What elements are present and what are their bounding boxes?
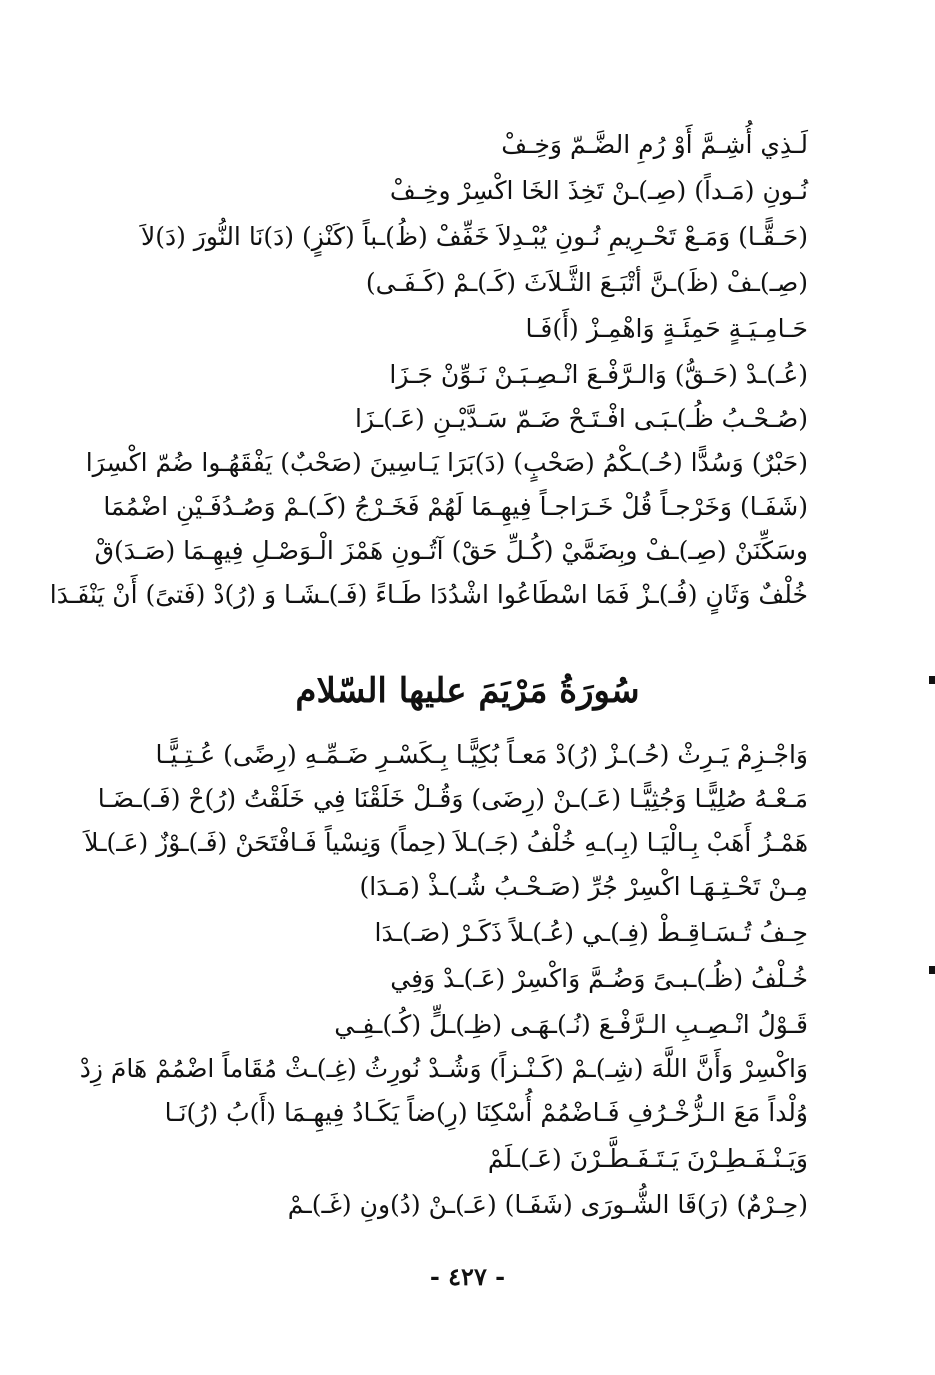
- verse-line: حِـفُ تُـسَـاقِـطْ (فِـ)ـي (عُـ)ـلاً ذَكَـرْ (صَـ)ـدَا: [374, 918, 808, 947]
- verse-line: (صُـحْـبُ ظُـ)ـبَـى افْـتَـحْ ضَـمّ سَـدَّيْـنِ (عَـ)ـزَا: [355, 404, 808, 433]
- verse-line: (صِـ)ـفْ (ظَ)ـنَّ أتْبَـعَ الثَّـلاَثَ (كَـ)ـمْ (كَـفَـى): [365, 268, 808, 297]
- surah-title: سُورَةُ مَرْيَمَ عليها السّلام: [295, 671, 640, 711]
- verse-line: وَاجْـزِمْ يَـرِثْ (حُـ)ـزْ (رُ)دْ مَعـاً بُكِيًّـا بِـكَسْـرِ ضَـمِّـهِ (رِضًى) عُـتِـيًّـا: [155, 740, 808, 769]
- page-number: - ٤٢٧ -: [429, 1262, 506, 1291]
- verse-line: لَـذِي أُشِـمَّ أَوْ رُمِ الضَّـمّ وَخِـفْ: [501, 130, 808, 159]
- margin-mark: [929, 676, 935, 684]
- verse-line: حَـامِـيَـةٍ حَمِئَـةٍ وَاهْمِـزْ (أَ)فَـا: [525, 314, 808, 343]
- verse-line: وُلْداً مَعَ الـزُّخْـرُفِ فَـاضْمُمْ أُسْكِنَا (رِ)ضاً يَكَـادُ فِيهِـمَا (أَ)بُ (رُ)نَـا: [164, 1098, 808, 1127]
- verse-line: (عُـ)ـدْ (حَـقُّ) وَالـرَّفْـعَ انْـصِـبَـنْ نَـوِّنْ جَـزَا: [389, 360, 808, 389]
- verse-line: وَاكْسِرْ وَأَنَّ اللَّهَ (شِـ)ـمْ (كَـنْـزاً) وَشُـدْ نُورِثُ (غِـ)ـثْ مُقَاماً اضْمُمْ هَامَ زِدْ: [79, 1054, 808, 1083]
- verse-line: هَمْـزُ أَهَبْ بِـالْيَـا (بِـ)ـهِ خُلْفُ (جَـ)ـلاَ (حِماً) وَنِسْياً فَـافْتَحَنْ (فَـ)ـوْزٌ (عَـ)ـلاَ: [84, 828, 808, 857]
- verse-line: خُلْفٌ وَثَانٍ (فُـ)ـزْ فَمَا اسْطَاعُوا اشْدُدَا طَـاءً (فَـ)ـشَـا وَ (رُ)دْ (فَتىً) أَنْ يَنْفَـدَا: [49, 580, 808, 609]
- verse-line: (حَـقًّـا) وَمَـعْ تَحْـرِيمِ نُـونِ يُبْـدِلاَ خَفِّفْ (ظُ)ـباً (كَنْزٍ) (دَ)نَا النُّورَ (دَ)لاَ: [140, 222, 808, 251]
- verse-line: خُـلْفُ (ظُـ)ـبـىً وَضُـمَّ وَاكْسِرْ (عَـ)ـدْ وَفِي: [390, 964, 808, 993]
- verse-line: (حِـرْمٌ) (رَ)قَا الشُّـورَى (شَفَـا) (عَـ)ـنْ (دُ)ونِ (غَـ)ـمْ: [287, 1190, 808, 1219]
- margin-mark: [929, 966, 935, 974]
- verse-line: (حَبْرٌ) وَسُدًّا (حُـ)ـكْمُ (صَحْبٍ) (دَ)بَرَا يَـاسِينَ (صَحْبٌ) يَفْقَهُـوا ضُمّ اكْسِرَا: [85, 448, 808, 477]
- verse-line: (شَفَـا) وَخَرْجـاً قُلْ خَـرَاجـاً فِيهِـمَا لَهُمْ فَخَـرْجُ (كَـ)ـمْ وَصُـدُفَـيْنِ اضْمُمَا: [103, 492, 808, 521]
- verse-line: مَـعْـهُ صُلِيًّـا وَجُثِيًّـا (عَـ)ـنْ (رِضَى) وَقُـلْ خَلَقْنَا فِي خَلَقْتُ (رُ)حْ (فَـ)ـضَـا: [97, 784, 808, 813]
- verse-line: نُـونِ (مَـداً) (صِـ)ـنْ تَخِذَ الخَا اكْسِرْ وخِـفْ: [389, 176, 808, 205]
- verse-line: قَـوْلُ انْـصِـبِ الـرَّفْـعَ (نُـ)ـهَـى (ظِـ)ـلٍّ (كُـ)ـفِـي: [334, 1010, 808, 1039]
- verse-line: وسَكِّنَنْ (صِـ)ـفْ وبِضَمَّيْ (كُـلِّ حَقْ) آتُـونِ هَمْزَ الْـوَصْـلِ فِيهِـمَا (صَـدَ)قْ: [94, 536, 808, 565]
- verse-line: مِـنْ تَحْـتِـهَـا اكْسِرْ جُرِّ (صَـحْـبُ شُـ)ـذْ (مَـدَا): [359, 872, 808, 901]
- verse-line: وَيَـنْـفَـطِـرْنَ يَـتَـفَـطَّـرْنَ (عَـ)ـلَمْ: [487, 1144, 808, 1173]
